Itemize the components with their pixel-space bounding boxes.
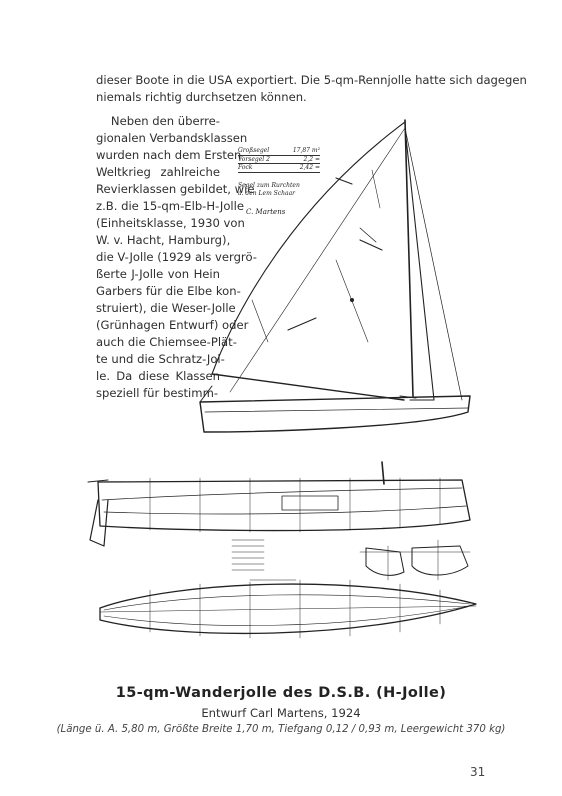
sail-area-value: 2,2 = xyxy=(303,155,320,163)
sail-area-value: 2,42 = xyxy=(299,164,320,171)
text-line: le. Da diese Klassen xyxy=(96,369,220,383)
sail-area-label: Vorsegel 2 xyxy=(238,155,270,163)
hull-side-view xyxy=(200,386,470,432)
hull-plan-view xyxy=(100,580,476,638)
sail-note: Segel zum Rurchten xyxy=(238,182,300,189)
text-line: (Einheitsklasse, 1930 von xyxy=(96,216,245,230)
text-line: W. v. Hacht, Hamburg), xyxy=(96,233,231,247)
sail-note: a. den Lem Schaar xyxy=(238,190,296,197)
page-number: 31 xyxy=(470,765,486,779)
intro-line: niemals richtig durchsetzen können. xyxy=(96,90,307,104)
sail-area-row xyxy=(238,156,320,165)
text-line: Weltkrieg zahlreiche xyxy=(96,165,220,179)
text-line: auch die Chiemsee-Plät- xyxy=(96,335,237,349)
text-line: ßerte J-Jolle von Hein xyxy=(96,267,220,281)
sail-area-row xyxy=(238,147,320,156)
text-line: Garbers für die Elbe kon- xyxy=(96,284,241,298)
sail-area-label: Fock xyxy=(238,164,253,171)
hull-body-plan xyxy=(360,540,470,580)
text-line: gionalen Verbandsklassen xyxy=(96,131,248,145)
sail-area-label: Großsegel xyxy=(238,147,270,154)
sail-area-table xyxy=(238,147,320,173)
designer-signature: C. Martens xyxy=(246,208,286,216)
hull-profile-plan xyxy=(88,462,470,546)
text-line: Neben den überre- xyxy=(110,114,220,128)
text-line: Revierklassen gebildet, wie xyxy=(96,182,255,196)
figure-title: 15-qm-Wanderjolle des D.S.B. (H-Jolle) xyxy=(115,685,447,701)
intro-paragraph xyxy=(96,72,527,106)
text-line: speziell für bestimm- xyxy=(96,386,219,400)
spec-scribble xyxy=(232,540,296,580)
text-line: wurden nach dem Ersten xyxy=(96,148,242,162)
figure-dimensions: (Länge ü. A. 5,80 m, Größte Breite 1,70 m, Tiefgang 0,12 / 0,93 m, Leergewicht 370 kg) xyxy=(56,724,506,735)
sail-area-row xyxy=(238,164,320,173)
intro-line: dieser Boote in die USA exportiert. Die 5-qm-Rennjolle hatte sich dagegen xyxy=(96,73,527,87)
sail-area-value: 17,87 m² xyxy=(292,147,320,154)
text-line: te und die Schratz-Jol- xyxy=(96,352,225,366)
text-line: z.B. die 15-qm-Elb-H-Jolle xyxy=(96,199,244,213)
text-line: (Grünhagen Entwurf) oder xyxy=(96,318,249,332)
figure-subtitle: Entwurf Carl Martens, 1924 xyxy=(201,706,361,720)
text-line: die V-Jolle (1929 als vergrö- xyxy=(96,250,257,264)
text-line: struiert), die Weser-Jolle xyxy=(96,301,236,315)
